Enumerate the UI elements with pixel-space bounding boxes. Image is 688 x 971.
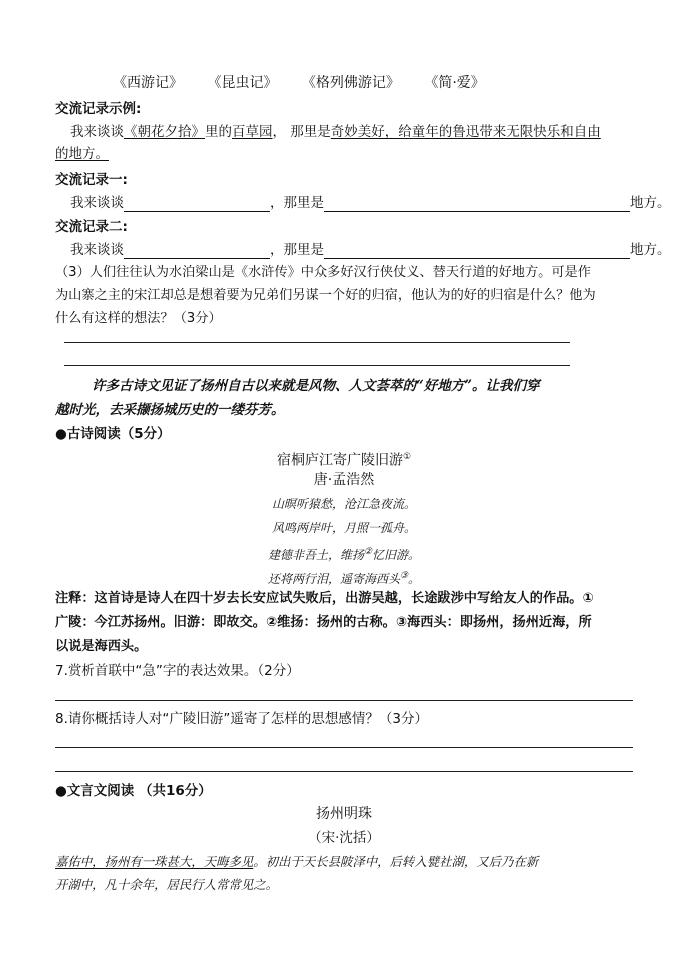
- record2-pre: 我来谈谈: [70, 242, 124, 258]
- poem-line: 风鸣两岸叶，月照一孤舟。: [271, 521, 416, 535]
- example-book: 《朝花夕拾》: [124, 124, 205, 140]
- record1-blank-book[interactable]: [124, 197, 270, 212]
- record2-end: 地方。: [630, 242, 671, 258]
- example-place: 百草园: [232, 124, 273, 140]
- record1-mid: ，那里是: [270, 195, 324, 211]
- prose-author: （宋·沈括）: [308, 830, 380, 846]
- q8-answer-line[interactable]: [55, 771, 633, 772]
- poem-title-mark: ①: [402, 452, 412, 462]
- q3-answer-line[interactable]: [64, 342, 570, 343]
- poem-title-text: 宿桐庐江寄广陵旧游: [276, 452, 403, 469]
- q3-line-1: （3）人们往往认为水泊梁山是《水浒传》中众多好汉行侠仗义、替天行道的好地方。可是作: [55, 265, 591, 280]
- prose-title: 扬州明珠: [316, 806, 372, 822]
- prose-section-heading: ●文言文阅读 （共16分）: [55, 783, 212, 799]
- record2-heading: 交流记录二:: [55, 219, 128, 235]
- poem-section-heading: ●古诗阅读（5分）: [55, 426, 171, 442]
- record1-end: 地方。: [630, 195, 671, 211]
- poem-line-3-mark: ②: [363, 547, 373, 557]
- q8-question: 8.请你概括诗人对“广陵旧游”遥寄了怎样的思想感情？（3分）: [55, 711, 428, 727]
- example-pre: 我来谈谈: [70, 124, 124, 140]
- poem-author: 唐·孟浩然: [313, 472, 375, 488]
- record2-blank-book[interactable]: [124, 244, 270, 259]
- q7-question: 7.赏析首联中“急”字的表达效果。（2分）: [55, 663, 300, 679]
- example-mid: 里的: [205, 124, 232, 140]
- prose-line-1-rest: 。初出于天长县陂泽中，后转入甓社湖，又后乃在新: [253, 854, 539, 869]
- poem-line-4-pre: 还将两行泪，遥寄海西头: [267, 572, 400, 586]
- q7-answer-line[interactable]: [55, 700, 633, 701]
- q8-answer-line[interactable]: [55, 747, 633, 748]
- poem-line: 山暝听猿愁，沧江急夜流。: [271, 497, 416, 511]
- record1-line: [70, 194, 671, 212]
- intro-line-2: 越时光，去采撷扬城历史的一缕芬芳。: [55, 402, 285, 418]
- poem-line: [0, 543, 688, 564]
- poem-title: [0, 448, 688, 470]
- notes-line-1: 注释：这首诗是诗人在四十岁去长安应试失败后，出游吴越，长途跋涉中写给友人的作品。①: [55, 591, 594, 606]
- poem-line-4-post: 。: [408, 572, 421, 586]
- book-title: 《简·爱》: [424, 75, 485, 91]
- prose-line-2: 开湖中，凡十余年，居民行人常常见之。: [55, 877, 279, 892]
- q3-line-2: 为山寨之主的宋江却总是想着要为兄弟们另谋一个好的归宿，他认为的好的归宿是什么？他为: [55, 288, 596, 303]
- record1-pre: 我来谈谈: [70, 195, 124, 211]
- example-line-1: [70, 123, 601, 141]
- poem-line-3-pre: 建德非吾土，维扬: [267, 548, 364, 562]
- record2-line: [70, 241, 671, 259]
- q3-line-3: 什么有这样的想法？（3分）: [55, 311, 222, 326]
- record1-blank-desc[interactable]: [324, 197, 630, 212]
- q3-answer-line[interactable]: [64, 365, 570, 366]
- prose-underlined-phrase: 嘉佑中，扬州有一珠甚大，天晦多见: [55, 854, 254, 869]
- book-title: 《昆虫记》: [207, 75, 278, 91]
- book-list: [113, 74, 505, 92]
- poem-line: [0, 567, 688, 588]
- record1-heading: 交流记录一:: [55, 172, 128, 188]
- notes-line-3: 以说是海西头。: [55, 639, 148, 654]
- example-desc: 奇妙美好，给童年的鲁迅带来无限快乐和自由: [330, 124, 601, 140]
- example-heading: 交流记录示例:: [55, 101, 142, 117]
- poem-line-4-mark: ③: [399, 571, 409, 581]
- intro-line-1: 许多古诗文见证了扬州自古以来就是风物、人文荟萃的“好地方”。让我们穿: [92, 378, 540, 394]
- record2-blank-desc[interactable]: [324, 244, 630, 259]
- poem-line-3-post: 忆旧游。: [372, 548, 421, 562]
- notes-line-2: 广陵：今江苏扬州。旧游：即故交。②维扬：扬州的古称。③海西头：即扬州，扬州近海，所: [55, 615, 592, 630]
- example-line-2: 的地方。: [55, 146, 109, 162]
- book-title: 《西游记》: [113, 75, 183, 91]
- example-comma: ， 那里是: [272, 124, 331, 140]
- record2-mid: ，那里是: [270, 242, 324, 258]
- book-title: 《格列佛游记》: [301, 75, 400, 91]
- prose-line-1: [55, 853, 538, 871]
